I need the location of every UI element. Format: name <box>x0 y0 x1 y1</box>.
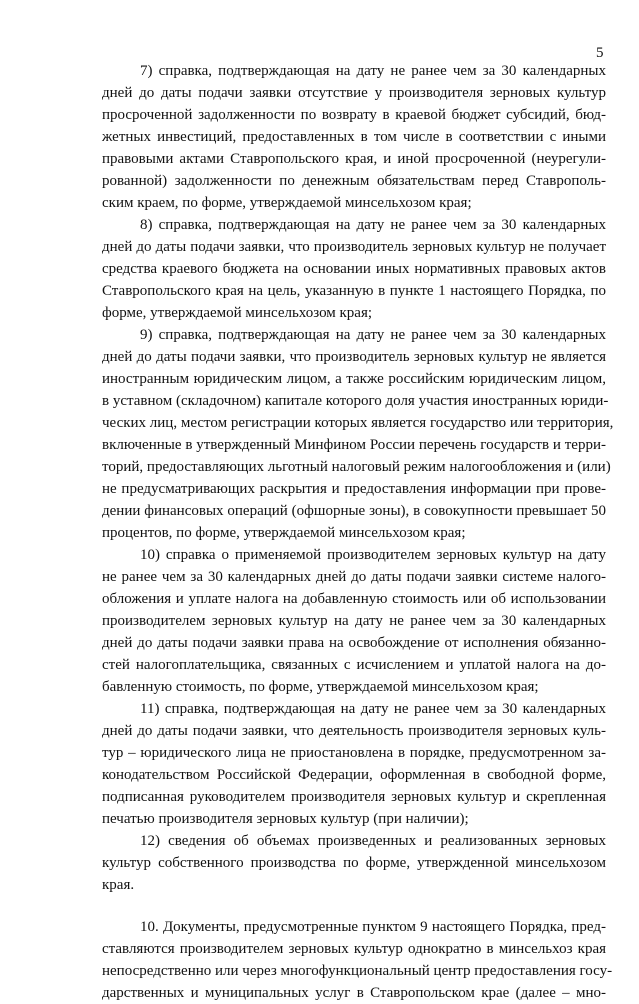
document-body <box>102 60 614 1004</box>
paragraph-item-10 <box>102 544 606 698</box>
text-line: непосредственно или через многофункциональный центр предоставления госу- <box>102 963 613 979</box>
text-line: средства краевого бюджета на основании иных нормативных правовых актов <box>102 261 606 277</box>
paragraph-item-12 <box>102 830 606 896</box>
text-line: правовыми актами Ставропольского края, и иной просроченной (неурегули- <box>102 151 606 167</box>
text-line: дении финансовых операций (офшорные зоны), в совокупности превышает 50 <box>102 503 606 519</box>
text-line: дней до даты подачи заявки права на освобождение от исполнения обязанно- <box>102 635 606 651</box>
paragraph-item-7 <box>102 60 606 214</box>
text-line: не ранее чем за 30 календарных дней до даты подачи заявки системе налого- <box>102 569 606 585</box>
text-line: производителем зерновых культур на дату не ранее чем за 30 календарных <box>102 613 606 629</box>
text-line: 9) справка, подтверждающая на дату не ранее чем за 30 календарных <box>140 327 606 343</box>
text-line: бавленную стоимость, по форме, утверждаемой минсельхозом края; <box>102 679 539 695</box>
text-line: дней до даты подачи заявки, что производитель зерновых культур не является <box>102 349 606 365</box>
paragraph-point-10 <box>102 916 613 1004</box>
text-line: дней до даты подачи заявки отсутствие у производителя зерновых культур <box>102 85 606 101</box>
text-line: 11) справка, подтверждающая на дату не ранее чем за 30 календарных <box>140 701 606 717</box>
paragraph-spacer <box>102 896 606 916</box>
paragraph-item-9 <box>102 324 614 544</box>
text-line: культур собственного производства по форме, утвержденной минсельхозом <box>102 855 606 871</box>
text-line: 12) сведения об объемах произведенных и реализованных зерновых <box>140 833 606 849</box>
text-line: процентов, по форме, утверждаемой минсельхозом края; <box>102 525 466 541</box>
text-line: 10) справка о применяемой производителем зерновых культур на дату <box>140 547 606 563</box>
text-line: конодательством Российской Федерации, оформленная в свободной форме, <box>102 767 606 783</box>
text-line: дарственных и муниципальных услуг в Ставропольском крае (далее – мно- <box>102 985 606 1001</box>
paragraph-item-11 <box>102 698 606 830</box>
paragraph-item-8 <box>102 214 606 324</box>
text-line: стей налогоплательщика, связанных с исчислением и уплатой налога на до- <box>102 657 606 673</box>
text-line: Ставропольского края на цель, указанную в пункте 1 настоящего Порядка, по <box>102 283 606 299</box>
text-line: ческих лиц, местом регистрации которых является государство или территория, <box>102 415 614 431</box>
text-line: 7) справка, подтверждающая на дату не ранее чем за 30 календарных <box>140 63 606 79</box>
text-line: подписанная руководителем производителя зерновых культур и скрепленная <box>102 789 606 805</box>
text-line: ским краем, по форме, утверждаемой минсельхозом края; <box>102 195 472 211</box>
text-line: обложения и уплате налога на добавленную стоимость или об использовании <box>102 591 606 607</box>
text-line: дней до даты подачи заявки, что производитель зерновых культур не получает <box>102 239 606 255</box>
text-line: края. <box>102 877 135 893</box>
text-line: просроченной задолженности по возврату в краевой бюджет субсидий, бюд- <box>102 107 606 123</box>
text-line: рованной) задолженности по денежным обязательствам перед Ставрополь- <box>102 173 606 189</box>
text-line: 10. Документы, предусмотренные пунктом 9 настоящего Порядка, пред- <box>140 919 606 935</box>
text-line: печатью производителя зерновых культур (при наличии); <box>102 811 469 827</box>
text-line: 8) справка, подтверждающая на дату не ранее чем за 30 календарных <box>140 217 606 233</box>
text-line: тур – юридического лица не приостановлена в порядке, предусмотренном за- <box>102 745 606 761</box>
text-line: иностранным юридическим лицом, а также российским юридическим лицом, <box>102 371 606 387</box>
text-line: не предусматривающих раскрытия и предоставления информации при прове- <box>102 481 606 497</box>
text-line: в уставном (складочном) капитале которого доля участия иностранных юриди- <box>102 393 609 409</box>
text-line: дней до даты подачи заявки, что деятельность производителя зерновых куль- <box>102 723 606 739</box>
text-line: форме, утверждаемой минсельхозом края; <box>102 305 373 321</box>
text-line: жетных инвестиций, предоставленных в том числе в соответствии с иными <box>102 129 606 145</box>
text-line: включенные в утвержденный Минфином России перечень государств и терри- <box>102 437 606 453</box>
page-number: 5 <box>596 45 604 61</box>
text-line: торий, предоставляющих льготный налоговый режим налогообложения и (или) <box>102 459 611 475</box>
text-line: ставляются производителем зерновых культур однократно в минсельхоз края <box>102 941 606 957</box>
